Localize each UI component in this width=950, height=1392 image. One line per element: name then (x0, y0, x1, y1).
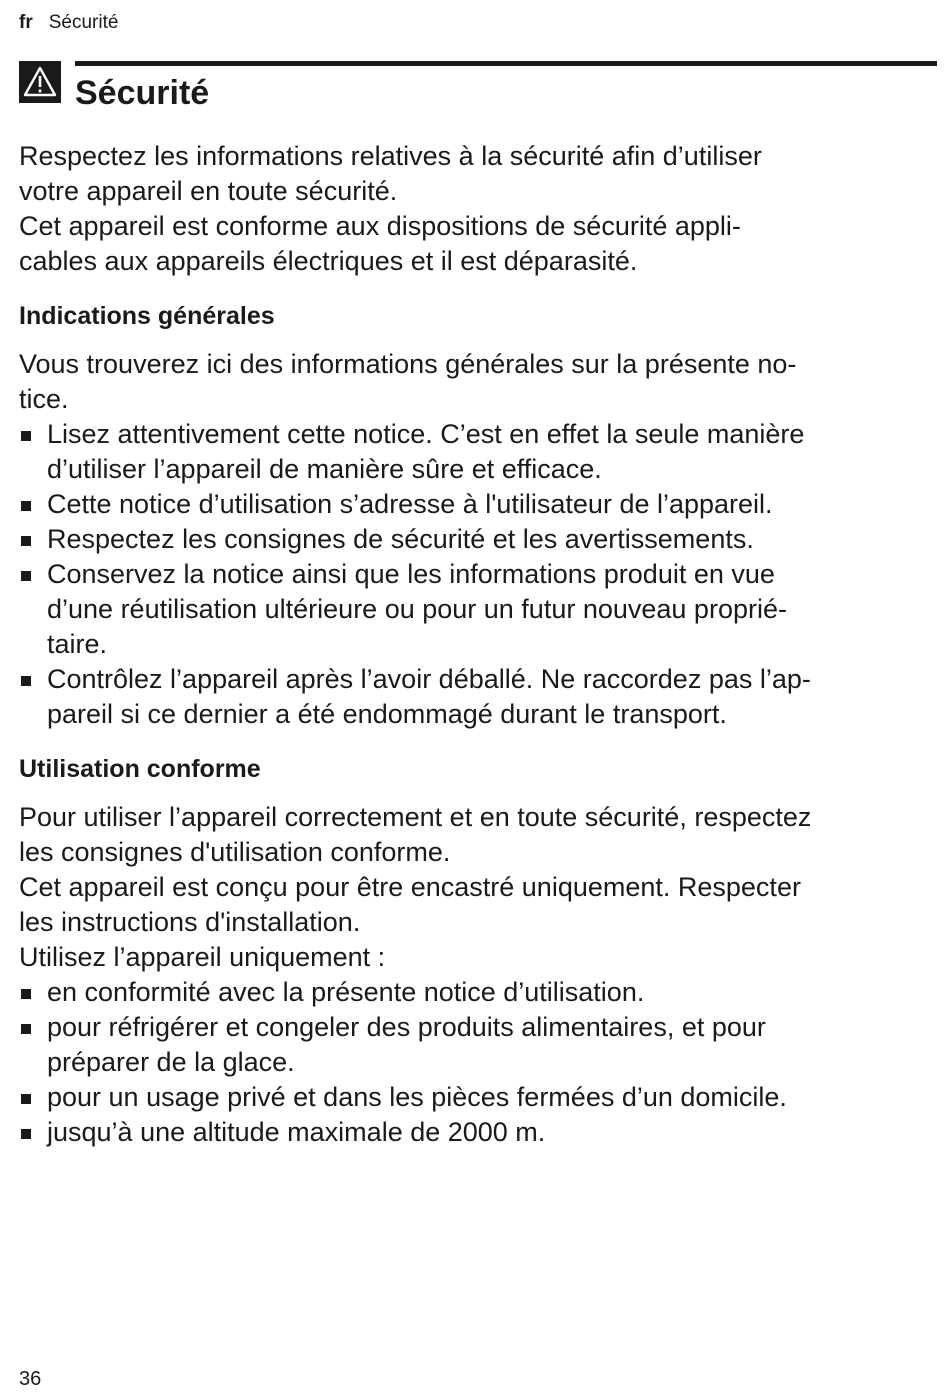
running-section-name: Sécurité (48, 12, 119, 33)
list-item-line: Contrôlez l’appareil après l’avoir déballé. Ne raccordez pas l’ap- (47, 664, 811, 694)
list-item (19, 975, 937, 1010)
list-item (19, 1010, 937, 1080)
list-item-line: Respectez les consignes de sécurité et les avertissements. (47, 524, 754, 554)
square-bullet-icon (21, 571, 31, 581)
general-bullet-list (19, 417, 937, 732)
general-heading: Indications générales (19, 302, 275, 330)
usage-intro (19, 800, 937, 975)
intro-line: votre appareil en toute sécurité. (19, 176, 398, 206)
usage-intro-line: les consignes d'utilisation conforme. (19, 837, 451, 867)
list-item-line: pareil si ce dernier a été endommagé durant le transport. (47, 699, 727, 729)
list-item (19, 487, 937, 522)
general-intro (19, 347, 937, 417)
list-item-line: jusqu’à une altitude maximale de 2000 m. (47, 1117, 546, 1147)
list-item-line: pour réfrigérer et congeler des produits alimentaires, et pour (47, 1012, 766, 1042)
square-bullet-icon (21, 1094, 31, 1104)
section-title: Sécurité (75, 74, 210, 112)
intro-line: cables aux appareils électriques et il est déparasité. (19, 246, 638, 276)
list-item-line: Cette notice d’utilisation s’adresse à l'utilisateur de l’appareil. (47, 489, 773, 519)
square-bullet-icon (21, 676, 31, 686)
list-item-line: d’une réutilisation ultérieure ou pour un futur nouveau proprié- (47, 594, 787, 624)
intro-line: Respectez les informations relatives à la sécurité afin d’utiliser (19, 141, 762, 171)
page-number: 36 (19, 1368, 42, 1390)
list-item-line: Conservez la notice ainsi que les informations produit en vue (47, 559, 775, 589)
usage-intro-line: Pour utiliser l’appareil correctement et en toute sécurité, respectez (19, 802, 812, 832)
intro-line: Cet appareil est conforme aux dispositions de sécurité appli- (19, 211, 741, 241)
general-intro-line: tice. (19, 384, 69, 414)
square-bullet-icon (21, 536, 31, 546)
list-item (19, 417, 937, 487)
list-item-line: d’utiliser l’appareil de manière sûre et efficace. (47, 454, 602, 484)
usage-intro-line: Cet appareil est conçu pour être encastré uniquement. Respecter (19, 872, 801, 902)
running-header (19, 11, 118, 35)
list-item (19, 522, 937, 557)
square-bullet-icon (21, 1129, 31, 1139)
warning-triangle-icon (19, 61, 61, 103)
list-item (19, 1080, 937, 1115)
list-item (19, 662, 937, 732)
intro-paragraph (19, 139, 937, 279)
square-bullet-icon (21, 431, 31, 441)
usage-heading: Utilisation conforme (19, 755, 261, 783)
usage-intro-line: les instructions d'installation. (19, 907, 361, 937)
usage-bullet-list (19, 975, 937, 1150)
list-item-line: préparer de la glace. (47, 1047, 295, 1077)
square-bullet-icon (21, 989, 31, 999)
list-item-line: en conformité avec la présente notice d’utilisation. (47, 977, 645, 1007)
list-item-line: taire. (47, 629, 108, 659)
list-item (19, 1115, 937, 1150)
title-rule (75, 61, 937, 66)
general-intro-line: Vous trouverez ici des informations générales sur la présente no- (19, 349, 797, 379)
square-bullet-icon (21, 501, 31, 511)
language-code: fr (19, 12, 33, 33)
list-item-line: pour un usage privé et dans les pièces fermées d’un domicile. (47, 1082, 787, 1112)
square-bullet-icon (21, 1024, 31, 1034)
list-item (19, 557, 937, 662)
usage-intro-line: Utilisez l’appareil uniquement : (19, 942, 386, 972)
section-content (19, 139, 937, 1150)
list-item-line: Lisez attentivement cette notice. C’est en effet la seule manière (47, 419, 805, 449)
